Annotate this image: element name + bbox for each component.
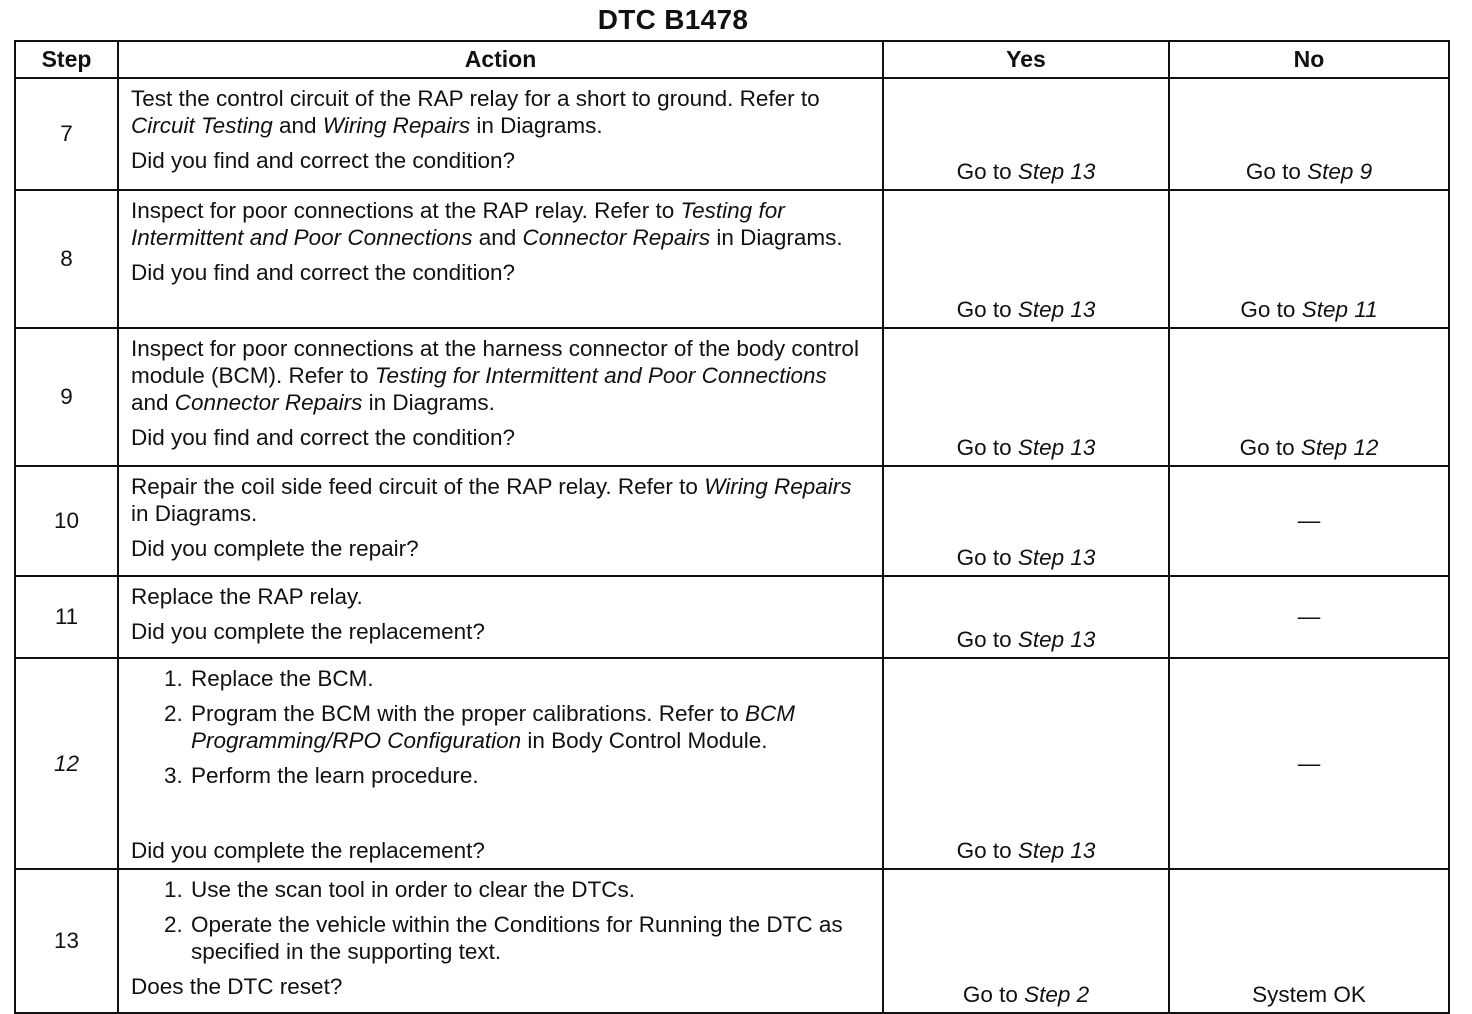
step-number: 8 (15, 190, 118, 328)
question-text: Did you complete the replacement? (131, 838, 485, 863)
text-segment: Perform the learn procedure. (191, 763, 479, 788)
action-cell (118, 190, 883, 328)
reference-text: Step 2 (1024, 982, 1090, 1007)
text-segment: — (1297, 508, 1321, 533)
no-cell (1169, 869, 1449, 1013)
reference-text: Step 13 (1017, 838, 1096, 863)
reference-text: Step 13 (1017, 627, 1096, 652)
action-cell (118, 78, 883, 190)
text-segment: Go to (1245, 159, 1308, 184)
no-cell (1169, 576, 1449, 658)
text-segment: Replace the BCM. (191, 666, 374, 691)
step-number: 13 (15, 869, 118, 1013)
yes-cell (883, 78, 1169, 190)
action-text (131, 335, 870, 416)
question-text: Does the DTC reset? (131, 974, 343, 999)
action-cell (118, 576, 883, 658)
no-cell (1169, 78, 1449, 190)
header-row (15, 41, 1449, 78)
text-segment: Go to (956, 838, 1018, 863)
list-item (189, 700, 870, 754)
text-segment: Go to (956, 159, 1018, 184)
no-cell (1169, 466, 1449, 576)
yes-cell (883, 869, 1169, 1013)
yes-cell (883, 190, 1169, 328)
question-text: Did you complete the repair? (131, 536, 419, 561)
list-item (189, 876, 870, 903)
step-number: 10 (15, 466, 118, 576)
list-item (189, 762, 870, 789)
text-segment: in Diagrams. (362, 390, 495, 415)
text-segment: Go to (956, 545, 1018, 570)
action-list (131, 876, 870, 965)
dtc-table (14, 40, 1450, 1014)
text-segment: in Diagrams. (131, 501, 258, 526)
yes-header: Yes (883, 41, 1169, 78)
list-item (189, 911, 870, 965)
reference-text: Testing for Intermittent and Poor Connections (131, 198, 785, 250)
text-segment: Operate the vehicle within the Conditions for Running the DTC as specified in the supporting text. (191, 912, 843, 964)
text-segment: Replace the RAP relay. (131, 584, 363, 609)
reference-text: Step 13 (1017, 435, 1096, 460)
page-title: DTC B1478 (597, 4, 749, 35)
question-text: Did you find and correct the condition? (131, 260, 515, 285)
list-item (189, 665, 870, 692)
no-header: No (1169, 41, 1449, 78)
question-text: Did you find and correct the condition? (131, 425, 515, 450)
action-text (131, 583, 870, 610)
text-segment: — (1297, 604, 1321, 629)
table-row (15, 869, 1449, 1013)
reference-text: BCM Programming/RPO Configuration (191, 701, 795, 753)
reference-text: Step 13 (1017, 297, 1096, 322)
text-segment: Use the scan tool in order to clear the DTCs. (191, 877, 635, 902)
question-text: Did you find and correct the condition? (131, 148, 515, 173)
text-segment: in Diagrams. (470, 113, 603, 138)
action-text (131, 197, 870, 251)
step-header: Step (15, 41, 118, 78)
reference-text: Wiring Repairs (704, 474, 852, 499)
question-text: Did you complete the replacement? (131, 619, 485, 644)
yes-cell (883, 328, 1169, 466)
step-number: 11 (15, 576, 118, 658)
reference-text: Testing for Intermittent and Poor Connections (374, 363, 827, 388)
no-cell (1169, 190, 1449, 328)
no-cell (1169, 658, 1449, 869)
table-row (15, 78, 1449, 190)
text-segment: Go to (956, 435, 1018, 460)
spacer (131, 797, 870, 829)
text-segment: in Body Control Module. (521, 728, 768, 753)
text-segment: Go to (1240, 297, 1302, 322)
no-cell (1169, 328, 1449, 466)
yes-cell (883, 576, 1169, 658)
action-text (131, 85, 870, 139)
text-segment: and (472, 225, 523, 250)
action-header: Action (118, 41, 883, 78)
text-segment: Program the BCM with the proper calibrations. Refer to (191, 701, 745, 726)
text-segment: Go to (956, 297, 1018, 322)
yes-cell (883, 466, 1169, 576)
reference-text: Connector Repairs (174, 390, 363, 415)
reference-text: Step 11 (1301, 297, 1378, 322)
table-row (15, 658, 1449, 869)
text-segment: System OK (1252, 982, 1366, 1007)
text-segment: Repair the coil side feed circuit of the RAP relay. Refer to (131, 474, 705, 499)
step-number: 9 (15, 328, 118, 466)
reference-text: Step 13 (1017, 545, 1096, 570)
step-number: 7 (15, 78, 118, 190)
text-segment: Go to (1239, 435, 1301, 460)
text-segment: Test the control circuit of the RAP relay for a short to ground. Refer to (131, 86, 820, 111)
text-segment: in Diagrams. (710, 225, 843, 250)
table-row (15, 190, 1449, 328)
table-row (15, 576, 1449, 658)
step-number: 12 (15, 658, 118, 869)
table-row (15, 466, 1449, 576)
reference-text: Circuit Testing (131, 113, 273, 138)
text-segment: and (131, 390, 175, 415)
action-cell (118, 658, 883, 869)
text-segment: Inspect for poor connections at the harness connector of the body control module (BCM). Refer to (131, 336, 859, 388)
action-cell (118, 869, 883, 1013)
text-segment: Go to (962, 982, 1025, 1007)
yes-cell (883, 658, 1169, 869)
text-segment: — (1297, 750, 1321, 776)
text-segment: Inspect for poor connections at the RAP relay. Refer to (131, 198, 681, 223)
table-row (15, 328, 1449, 466)
reference-text: Step 13 (1017, 159, 1096, 184)
reference-text: Step 9 (1307, 159, 1373, 184)
reference-text: Connector Repairs (522, 225, 711, 250)
reference-text: Step 12 (1300, 435, 1379, 460)
action-text (131, 473, 870, 527)
reference-text: Wiring Repairs (322, 113, 471, 138)
action-cell (118, 328, 883, 466)
text-segment: Go to (956, 627, 1018, 652)
text-segment: and (272, 113, 323, 138)
action-cell (118, 466, 883, 576)
action-list (131, 665, 870, 789)
